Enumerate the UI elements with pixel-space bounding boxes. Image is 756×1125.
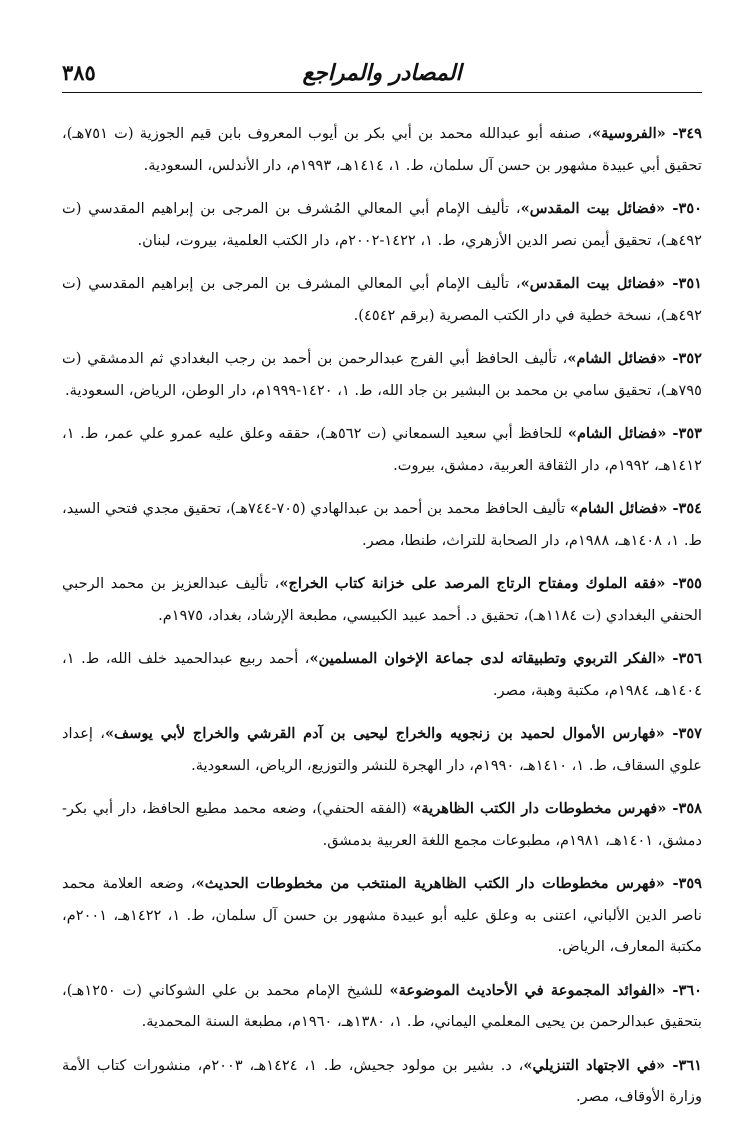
entry-text: ، تأليف الإمام أبي المعالي المشرف بن المرجى بن إبراهيم المقدسي (ت ٤٩٢هـ)، نسخة خطية في دار الكتب المصرية (برقم ٤٥٤٢). bbox=[62, 275, 702, 324]
entry-number: ٣٥٥- bbox=[665, 575, 703, 592]
entry-text: ، صنفه أبو عبدالله محمد بن أبي بكر بن أيوب المعروف بابن قيم الجوزية (ت ٧٥١هـ)، تحقيق أبي عبيدة مشهور بن حسن آل سلمان، ط. ١، ١٤١٤هـ، ١٩٩٣م، دار الأندلس، السعودية. bbox=[62, 125, 702, 174]
entry-text: تأليف الحافظ محمد بن أحمد بن عبدالهادي (٧٠٥-٧٤٤هـ)، تحقيق مجدي فتحي السيد، ط. ١، ١٤٠٨هـ، ١٩٨٨م، دار الصحابة للتراث، طنطا، مصر. bbox=[62, 500, 702, 549]
entry-number: ٣٥٤- bbox=[667, 500, 703, 517]
entry-text: للشيخ الإمام محمد بن علي الشوكاني (ت ١٢٥٠هـ)، بتحقيق عبدالرحمن بن يحيى المعلمي اليماني، ط. ١، ١٣٨٠هـ، ١٩٦٠م، مطبعة السنة المحمدية. bbox=[62, 981, 702, 1030]
entry-title: «فضائل الشام» bbox=[567, 350, 667, 367]
page-header bbox=[62, 58, 702, 93]
entry-title: «فهارس الأموال لحميد بن زنجويه والخراج ليحيى بن آدم القرشي والخراج لأبي يوسف» bbox=[104, 725, 665, 742]
entry-title: «فضائل الشام» bbox=[569, 500, 668, 517]
entry-number: ٣٤٩- bbox=[665, 125, 702, 142]
entry-number: ٣٥٧- bbox=[664, 725, 702, 742]
bibliography-entry bbox=[62, 118, 702, 181]
entry-title: «الفوائد المجموعة في الأحاديث الموضوعة» bbox=[389, 981, 666, 999]
bibliography-entry bbox=[62, 268, 702, 331]
bibliography-entry bbox=[62, 718, 702, 781]
bibliography-entry bbox=[62, 793, 702, 856]
bibliography-list bbox=[62, 118, 702, 1125]
entry-title: «فضائل بيت المقدس» bbox=[520, 275, 666, 292]
page-number: ٣٨٥ bbox=[62, 60, 96, 85]
entry-number: ٣٦٠- bbox=[665, 981, 703, 999]
bibliography-entry bbox=[62, 343, 702, 406]
entry-title: «فقه الملوك ومفتاح الرتاج المرصد على خزانة كتاب الخراج» bbox=[279, 575, 666, 592]
entry-text: ، تأليف الحافظ أبي الفرج عبدالرحمن بن أحمد بن رجب البغدادي ثم الدمشقي (ت ٧٩٥هـ)، تحقيق سامي بن محمد بن البشير بن جاد الله، ط. ١، ١٤٢٠-١٩٩٩م، دار الوطن، الرياض، السعودية. bbox=[62, 350, 702, 399]
entry-title: «فهرس مخطوطات دار الكتب الظاهرية المنتخب من مخطوطات الحديث» bbox=[195, 875, 665, 892]
entry-title: «فضائل الشام» bbox=[567, 425, 667, 442]
entry-text: ، وضعه العلامة محمد ناصر الدين الألباني، اعتنى به وعلق عليه أبو عبيدة مشهور بن حسن آل سلمان، ط. ١، ١٤٢٢هـ، ٢٠٠١م، مكتبة المعارف، الرياض. bbox=[62, 875, 702, 955]
entry-number: ٣٥٢- bbox=[666, 350, 702, 367]
entry-text: ، تأليف عبدالعزيز بن محمد الرحبي الحنفي البغدادي (ت ١١٨٤هـ)، تحقيق د. أحمد عبيد الكبيسي، مطبعة الإرشاد، بغداد، ١٩٧٥م. bbox=[62, 575, 702, 624]
entry-title: «الفروسية» bbox=[592, 125, 666, 142]
bibliography-entry bbox=[62, 643, 702, 706]
bibliography-entry bbox=[62, 493, 702, 556]
entry-text: ، إعداد علوي السقاف، ط. ١، ١٤١٠هـ، ١٩٩٠م، دار الهجرة للنشر والتوزيع، الرياض، السعودية. bbox=[62, 725, 702, 774]
entry-number: ٣٦١- bbox=[665, 1056, 703, 1074]
entry-number: ٣٥٦- bbox=[665, 650, 702, 667]
entry-title: «فضائل بيت المقدس» bbox=[520, 200, 666, 217]
entry-number: ٣٥٠- bbox=[665, 200, 703, 217]
bibliography-entry bbox=[62, 1050, 702, 1113]
entry-text: للحافظ أبي سعيد السمعاني (ت ٥٦٢هـ)، حققه وعلق عليه عمرو علي عمر، ط. ١، ١٤١٢هـ، ١٩٩٢م، دار الثقافة العربية، دمشق، بيروت. bbox=[62, 425, 702, 474]
entry-text: (الفقه الحنفي)، وضعه محمد مطيع الحافظ، دار أبي بكر- دمشق، ١٤٠١هـ، ١٩٨١م، مطبوعات مجمع اللغة العربية بدمشق. bbox=[62, 800, 702, 849]
entry-number: ٣٥٨- bbox=[666, 800, 702, 817]
entry-title: «الفكر التربوي وتطبيقاته لدى جماعة الإخوان المسلمين» bbox=[309, 650, 666, 667]
bibliography-entry bbox=[62, 868, 702, 963]
entry-number: ٣٥٣- bbox=[666, 425, 702, 442]
bibliography-entry bbox=[62, 193, 702, 256]
bibliography-entry bbox=[62, 975, 702, 1038]
entry-number: ٣٥١- bbox=[665, 275, 703, 292]
entry-text: ، تأليف الإمام أبي المعالي المُشرف بن المرجى بن إبراهيم المقدسي (ت ٤٩٢هـ)، تحقيق أيمن نصر الدين الأزهري، ط. ١، ١٤٢٢-٢٠٠٢م، دار الكتب العلمية، بيروت، لبنان. bbox=[62, 200, 702, 249]
running-title: المصادر والمراجع bbox=[302, 60, 462, 86]
entry-title: «فهرس مخطوطات دار الكتب الظاهرية» bbox=[412, 800, 667, 817]
entry-text: ، د. بشير بن مولود جحيش، ط. ١، ١٤٢٤هـ، ٢٠٠٣م، منشورات كتاب الأمة وزارة الأوقاف، مصر. bbox=[62, 1056, 702, 1105]
bibliography-entry bbox=[62, 568, 702, 631]
bibliography-entry bbox=[62, 418, 702, 481]
entry-title: «في الاجتهاد التنزيلي» bbox=[523, 1056, 666, 1074]
entry-number: ٣٥٩- bbox=[664, 875, 703, 892]
entry-text: ، أحمد ربيع عبدالحميد خلف الله، ط. ١، ١٤٠٤هـ، ١٩٨٤م، مكتبة وهبة، مصر. bbox=[62, 650, 702, 699]
